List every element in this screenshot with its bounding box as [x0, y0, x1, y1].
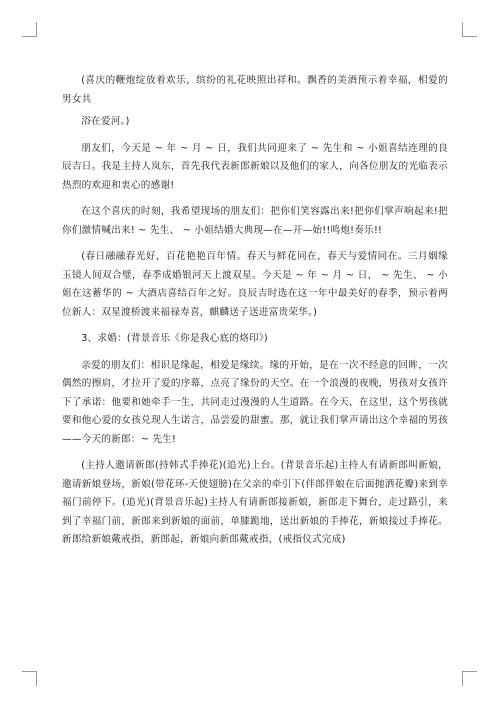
paragraph-proposal-directions: (主持人邀请新郎(持韩式手捧花)(追光)上台。(背景音乐起)主持人有请新郎叫新娘，邀请新娘登场，新娘(带花环-天使翅膀)在父亲的牵引下(伴郎伴娘在后面抛洒花瓣)来到幸福门前停下。(追光)(背景音乐起)主持人有请新郎接新娘，新郎走下舞台，走过路引，来到了幸福门前，新郎来到新娘的面前，单膝跪地，送出新娘的手捧花，新娘接过手捧花。新郎给新娘戴戒指，新郎起，新娘向新郎戴戒指，(戒指仪式完成)	[62, 460, 448, 545]
page-corner-mark-top-right	[462, 22, 477, 37]
paragraph-proposal-speech: 亲爱的朋友们：相识是缘起，相爱是缘续。缘的开始，是在一次不经意的回眸，一次偶然的擦肩，才拉开了爱的序幕，点亮了缘份的天空。在一个浪漫的夜晚，男孩对女孩许下了承诺：他要和她牵手一生，共同走过漫漫的人生道路。在今天，在这里，这个男孩就要和他心爱的女孩兑现人生诺言，品尝爱的甜蜜。那，就让我们掌声请出这个幸福的男孩——今天的新郎：~ 先生!	[62, 359, 448, 445]
page-corner-mark-bottom-right	[462, 671, 477, 686]
paragraph-ceremony-start: 在这个喜庆的时刻，我希望现场的朋友们：把你们笑容露出来!把你们掌声响起来!把你们激情喊出来! ~ 先生、 ~ 小姐结婚大典现—在—开—始!!鸣炮!奏乐!!	[62, 206, 448, 236]
paragraph-opening-verse: (喜庆的鞭炮绽放着欢乐，缤纷的礼花映照出祥和。飘香的美酒预示着幸福，相爱的男女共	[62, 75, 448, 105]
page-corner-mark-top-left	[22, 22, 37, 37]
paragraph-welcome: 朋友们，今天是 ~ 年 ~ 月 ~ 日，我们共同迎来了 ~ 先生和 ~ 小姐喜结连理的良辰吉日。我是主持人岚东，首先我代表新郎新娘以及他们的家人，向各位朋友的光临表示热烈的欢迎和衷心的感谢!	[62, 142, 448, 191]
document-body	[62, 72, 448, 558]
paragraph-opening-verse-end: 浴在爱河。)	[81, 116, 130, 127]
section-heading-proposal: 3、求婚：(背景音乐《你是我心底的烙印》)	[81, 333, 268, 344]
paragraph-spring-blessing: (春日融融春光好，百花艳艳百年情。春天与鲜花同在，春天与爱情同在。三月姻缘玉镜人间双合璧，春季成婚银河天上渡双星。今天是 ~ 年 ~ 月 ~ 日， ~ 先生、 ~ 小姐在这蓄华的 ~ 大酒店喜结百年之好。良辰吉时选在这一年中最美好的春季，预示着两位新人：双星渡桥渡来福禄寿喜，麒麟送子送进富贵荣华。)	[62, 251, 448, 318]
page-corner-mark-bottom-left	[22, 671, 37, 686]
